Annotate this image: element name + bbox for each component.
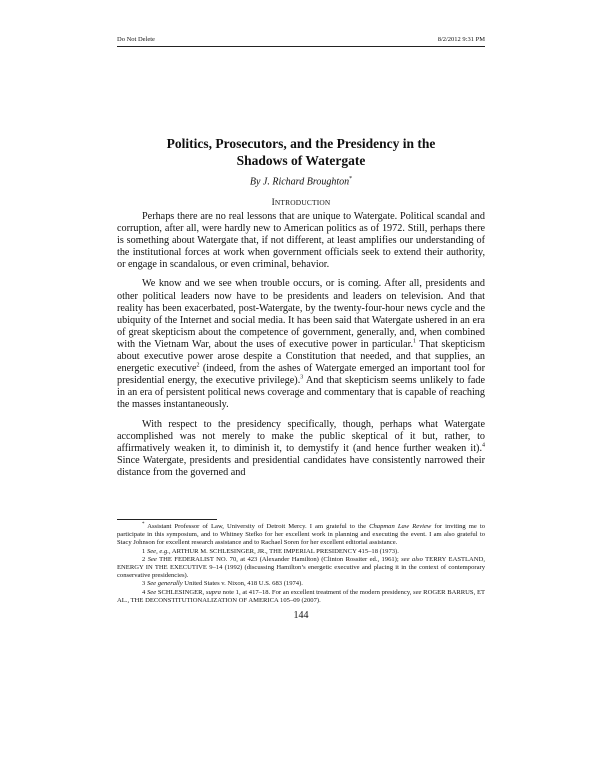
paragraph-2: We know and we see when trouble occurs, or is coming. After all, presidents and other political leaders now have to be presidents and leaders on television. And that reality has been exacerbated, post-Watergate, by the twenty-four-hour news cycle and the ubiquity of the Internet and social media. It has been said that Watergate ushered in an era of great skepticism about the competence of government, generally, and, when combined with the Vietnam War, about the uses of executive power in particular.$^1$ That skepticism about executive power arose despite a Constitution that needed, and that supplies, an energetic executive$^2$ (indeed, from the ashes of Watergate emerged an important tool for presidential energy, the executive privilege).$^3$ And that skepticism seems unlikely to fade in an era of persistent political news coverage and commentary that is capable of reaching the masses instantaneously. bbox=[117, 278, 485, 411]
footnote-4: 4 See SCHLESINGER, supra note 1, at 417–18. For an excellent treatment of the modern presidency, see ROGER BARRUS, ET AL., THE DECONSTITUTIONALIZATION OF AMERICA 105–09 (2007). bbox=[117, 588, 485, 604]
footnote-ref: 3 bbox=[300, 374, 304, 381]
article-body bbox=[117, 211, 485, 486]
page-number: 144 bbox=[293, 610, 309, 621]
footnotes bbox=[117, 523, 485, 605]
byline bbox=[117, 176, 485, 187]
footnote-ref: 2 bbox=[196, 362, 200, 369]
footnote-star: * Assistant Professor of Law, University of Detroit Mercy. I am grateful to the Chapman Law Review for inviting me to participate in this symposium, and to Whitney Stefko for her excellent work in planning and executing the event. I am also grateful to Stacy Johnson for excellent research assistance and to Rachael Soren for her excellent editorial assistance. bbox=[117, 521, 486, 547]
section-rest: NTRODUCTION bbox=[274, 198, 331, 207]
title-line-2: Shadows of Watergate bbox=[236, 153, 366, 168]
header-date: 8/2/2012 9:31 PM bbox=[437, 36, 485, 43]
footnote-ref: 4 bbox=[482, 442, 485, 449]
header-rule bbox=[117, 46, 485, 47]
footnote-rule bbox=[117, 519, 217, 520]
running-header bbox=[117, 36, 485, 48]
section-initial: I bbox=[271, 198, 275, 208]
footnote-1: 1 See, e.g., ARTHUR M. SCHLESINGER, JR., THE IMPERIAL PRESIDENCY 415–18 (1973). bbox=[142, 547, 399, 555]
title-line-1: Politics, Prosecutors, and the Presidency in the bbox=[166, 136, 436, 151]
article-title bbox=[117, 135, 485, 169]
section-heading bbox=[117, 198, 485, 208]
author-note-mark: * bbox=[349, 176, 353, 182]
footnote-ref: 1 bbox=[413, 338, 417, 345]
footnote-3: 3 See generally United States v. Nixon, 418 U.S. 683 (1974). bbox=[142, 580, 303, 588]
header-label: Do Not Delete bbox=[117, 36, 155, 43]
paragraph-1: Perhaps there are no real lessons that are unique to Watergate. Political scandal and corruption, after all, were hardly new to American politics as of 1972. Still, perhaps there is something about Watergate that, if not different, at least amplifies our understanding of the institutional forces at work when government officials seek to extend their authority, or engage in scandalous, or even criminal, behavior. bbox=[117, 211, 485, 271]
footnote-2: 2 See THE FEDERALIST NO. 70, at 423 (Alexander Hamilton) (Clinton Rossiter ed., 1961); see also TERRY EASTLAND, ENERGY IN THE EXECUTIVE 9–14 (1992) (discussing Hamilton’s energetic executive and placing it in the context of contemporary conservative presidencies). bbox=[117, 555, 485, 580]
author-name: By J. Richard Broughton bbox=[249, 176, 350, 188]
paragraph-3: With respect to the presidency specifically, though, perhaps what Watergate accomplished was not merely to make the public skeptical of it but, rather, to affirmatively weaken it, to diminish it, to demystify it (and hence further weaken it).$^4$ Since Watergate, presidents and presidential candidates have consistently narrowed their distance from the governed and bbox=[117, 418, 485, 478]
